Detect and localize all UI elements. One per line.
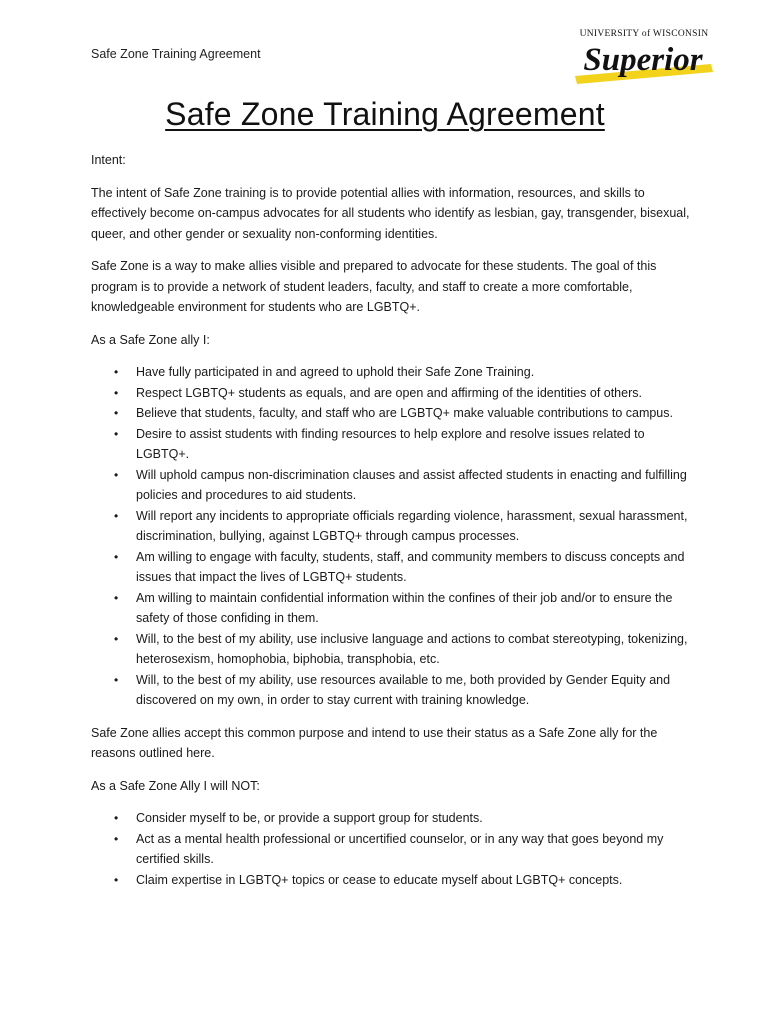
list-item <box>91 629 691 670</box>
bullet-icon: • <box>114 872 119 887</box>
goal-paragraph: Safe Zone is a way to make allies visible and prepared to advocate for these students. The goal of this program is to provide a network of student leaders, faculty, and staff to create a more comfortable, knowledgeable environment for students who are LGBTQ+. <box>91 259 657 314</box>
logo-main-text: Superior <box>583 42 703 78</box>
list-item-text: Am willing to maintain confidential information within the confines of their job and/or to ensure the safety of those confiding in them. <box>136 590 673 625</box>
list-item-text: Am willing to engage with faculty, students, staff, and community members to discuss concepts and issues that impact the lives of LGBTQ+ students. <box>136 549 685 584</box>
list-item <box>91 403 691 424</box>
list-item <box>91 808 691 829</box>
list-item-text: Consider myself to be, or provide a support group for students. <box>136 811 483 825</box>
purpose-paragraph: Safe Zone allies accept this common purpose and intend to use their status as a Safe Zone ally for the reasons outlined here. <box>91 725 658 760</box>
list-item <box>91 829 691 870</box>
bullet-icon: • <box>114 426 119 441</box>
bullet-icon: • <box>114 631 119 646</box>
bullet-icon: • <box>114 365 119 379</box>
list-item <box>91 870 691 891</box>
running-header: Safe Zone Training Agreement <box>91 47 261 61</box>
list-item-text: Act as a mental health professional or uncertified counselor, or in any way that goes beyond my certified skills. <box>136 831 664 866</box>
list-item <box>91 547 691 588</box>
bullet-icon: • <box>114 590 119 605</box>
list-item-text: Will report any incidents to appropriate officials regarding violence, harassment, sexual harassment, discrimination, bullying, against LGBTQ+ through campus processes. <box>136 508 688 543</box>
university-logo <box>573 26 715 88</box>
intent-label: Intent: <box>91 153 126 167</box>
list-item-text: Will, to the best of my ability, use resources available to me, both provided by Gender Equity and discovered on my own, in order to stay current with training knowledge. <box>136 672 671 707</box>
list-item-text: Have fully participated in and agreed to uphold their Safe Zone Training. <box>136 365 535 379</box>
document-body <box>91 150 691 902</box>
ally-list <box>91 362 691 711</box>
bullet-icon: • <box>114 549 119 564</box>
bullet-icon: • <box>114 831 119 846</box>
list-item <box>91 506 691 547</box>
list-item-text: Will uphold campus non-discrimination clauses and assist affected students in enacting and fulfilling policies and procedures to aid students. <box>136 467 687 502</box>
bullet-icon: • <box>114 811 119 825</box>
list-item-text: Believe that students, faculty, and staff who are LGBTQ+ make valuable contributions to campus. <box>136 406 673 420</box>
list-item <box>91 424 691 465</box>
intent-paragraph: The intent of Safe Zone training is to provide potential allies with information, resources, and skills to effectively become on-campus advocates for all students who identify as lesbian, gay, transgender, bisexual, queer, and other gender or sexuality non-conforming identities. <box>91 185 690 241</box>
not-intro: As a Safe Zone Ally I will NOT: <box>91 778 260 793</box>
logo-graphic <box>573 26 715 88</box>
bullet-icon: • <box>114 406 119 420</box>
bullet-icon: • <box>114 385 119 400</box>
list-item <box>91 465 691 506</box>
list-item <box>91 670 691 711</box>
list-item-text: Claim expertise in LGBTQ+ topics or cease to educate myself about LGBTQ+ concepts. <box>136 872 623 887</box>
list-item <box>91 362 691 383</box>
list-item <box>91 588 691 629</box>
bullet-icon: • <box>114 508 119 523</box>
ally-intro: As a Safe Zone ally I: <box>91 332 210 347</box>
list-item-text: Respect LGBTQ+ students as equals, and are open and affirming of the identities of others. <box>136 385 642 400</box>
list-item <box>91 383 691 404</box>
logo-top-text: UNIVERSITY of WISCONSIN <box>579 29 709 39</box>
bullet-icon: • <box>114 467 119 482</box>
list-item-text: Will, to the best of my ability, use inclusive language and actions to combat stereotyping, tokenizing, heterosexism, homophobia, biphobia, transphobia, etc. <box>136 631 688 666</box>
not-list <box>91 808 691 890</box>
bullet-icon: • <box>114 672 119 687</box>
list-item-text: Desire to assist students with finding resources to help explore and resolve issues related to LGBTQ+. <box>136 426 645 461</box>
document-title: Safe Zone Training Agreement <box>165 96 605 132</box>
